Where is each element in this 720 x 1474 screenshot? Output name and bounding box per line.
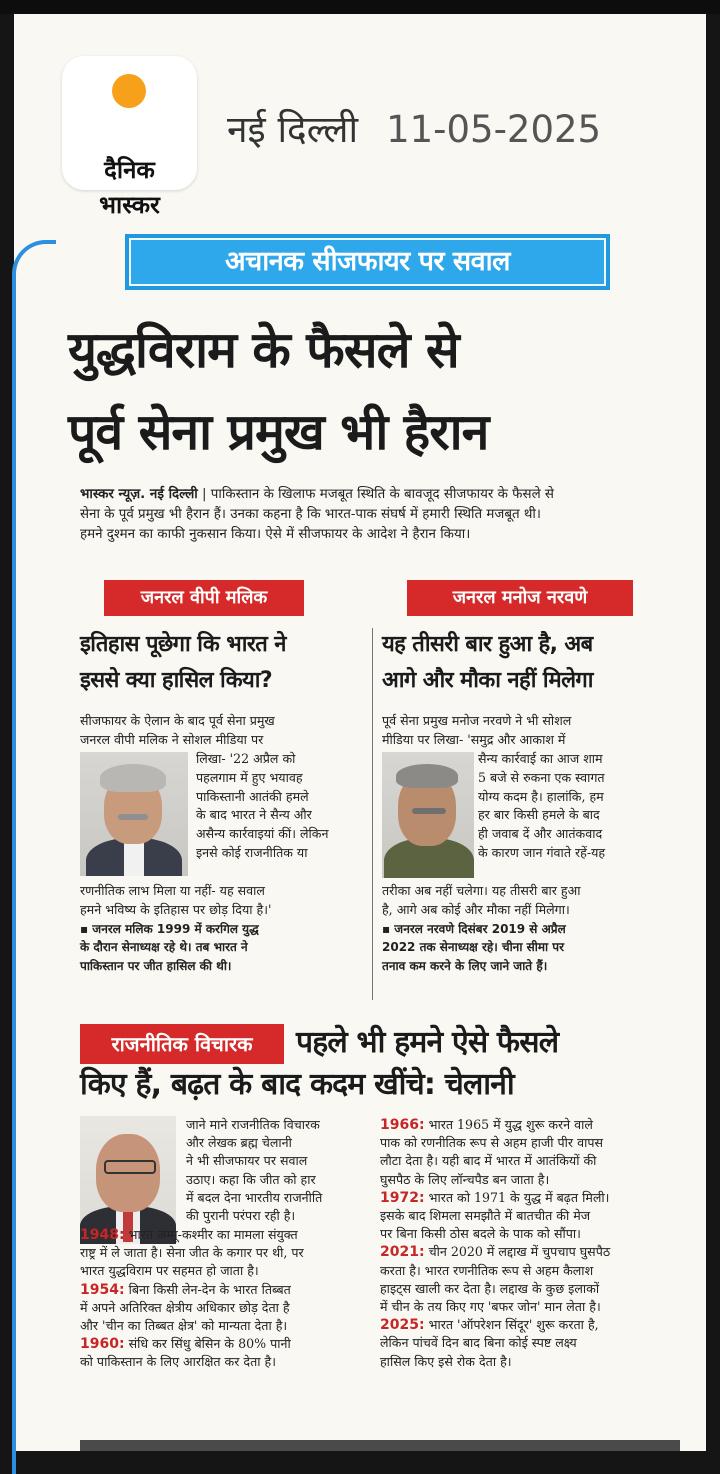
body-line: मीडिया पर लिखा- 'समुद्र और आकाश में	[382, 731, 566, 747]
timeline-year: 1972:	[380, 1189, 425, 1206]
vp-malik-photo	[80, 752, 188, 876]
timeline-entry-1948	[80, 1226, 376, 1281]
timeline-line: लौटा देता है। यही बाद में भारत में आतंकियों की	[380, 1153, 597, 1169]
body-line: 5 बजे से रुकना एक स्वागत	[478, 769, 605, 785]
timeline-left	[80, 1226, 376, 1372]
timeline-line: राष्ट्र में ले जाता है। सेना जीत के कगार पर थी, पर	[80, 1245, 304, 1261]
body-line: इनसे कोई राजनीतिक या	[196, 844, 308, 860]
body-line: पाकिस्तान पर जीत हासिल की थी।	[80, 959, 232, 974]
left-column-intro	[80, 712, 370, 750]
timeline-year: 2025:	[380, 1317, 425, 1334]
body-line: योग्य कदम है। हालांकि, हम	[478, 788, 604, 804]
body-line: ही जवाब दें और आतंकवाद	[478, 826, 603, 842]
timeline-year: 1948:	[80, 1227, 125, 1243]
timeline-line: पाक को रणनीतिक रूप से अहम हाजी पीर वापस	[380, 1135, 604, 1151]
body-line: के बाद भारत ने सैन्य और	[196, 807, 312, 823]
left-column-bottom-text	[80, 882, 370, 976]
timeline-text: भारत जम्मू-कश्मीर का मामला संयुक्त	[128, 1227, 298, 1242]
brahma-chellaney-photo	[80, 1116, 176, 1244]
timeline-text: भारत 'ऑपरेशन सिंदूर' शुरू करता है,	[428, 1317, 599, 1333]
newspaper-logo	[62, 56, 197, 219]
section2-side-text	[186, 1116, 372, 1225]
timeline-line	[380, 1116, 680, 1134]
timeline-line: पर बिना किसी ठोस बदले के पाक को सौंपा।	[380, 1226, 581, 1242]
headline-line-2: पूर्व सेना प्रमुख भी हैरान	[68, 403, 489, 461]
dateline	[227, 102, 601, 153]
column-divider	[372, 628, 373, 1000]
left-column-subhead-2: इससे क्या हासिल किया?	[80, 668, 273, 693]
headline-line-1: युद्धविराम के फैसले से	[68, 321, 459, 379]
right-column-side-text	[478, 750, 678, 863]
right-column-intro	[382, 712, 680, 750]
timeline-line	[80, 1226, 376, 1244]
body-line: पहलगाम में हुए भयावह	[196, 769, 303, 785]
intro-line: सेना के पूर्व प्रमुख भी हैरान हैं। उनका कहना है कि भारत-पाक संघर्ष में हमारी स्थिति मजबूत थी।	[80, 507, 541, 522]
timeline-line: में चीन के तय किए गए 'बफर जोन' मान लेता है।	[380, 1299, 601, 1315]
timeline-line: करता है। भारत रणनीतिक रूप से अहम कैलाश	[380, 1262, 594, 1278]
timeline-text: चीन 2020 में लद्दाख में चुपचाप घुसपैठ	[428, 1244, 611, 1260]
timeline-entry-2025	[380, 1316, 680, 1371]
body-line: और लेखक ब्रह्म चेलानी	[186, 1135, 292, 1151]
body-line: जाने माने राजनीतिक विचारक	[186, 1117, 320, 1132]
timeline-right	[380, 1116, 680, 1371]
body-line: ने भी सीजफायर पर सवाल	[186, 1153, 308, 1169]
timeline-line: हासिल किए इसे रोक देता है।	[380, 1353, 512, 1369]
body-line: 2022 तक सेनाध्यक्ष रहे। चीना सीमा पर	[382, 940, 565, 955]
body-line: की पुरानी परंपरा रही है।	[186, 1208, 296, 1224]
timeline-year: 2021:	[380, 1244, 425, 1261]
right-column-subhead-1: यह तीसरी बार हुआ है, अब	[382, 632, 593, 657]
left-column-subhead-1: इतिहास पूछेगा कि भारत ने	[80, 632, 286, 657]
timeline-line: भारत युद्धविराम पर सहमत हो जाता है।	[80, 1263, 259, 1279]
body-line: असैन्य कार्रवाइयां कीं। लेकिन	[196, 826, 329, 842]
intro-line: हमने दुश्मन का काफी नुकसान किया। ऐसे में सीजफायर के आदेश ने हैरान किया।	[80, 527, 471, 542]
body-line: के कारण जान गंवाते रहें-यह	[478, 844, 606, 860]
timeline-text: भारत 1965 में युद्ध शुरू करने वाले	[428, 1117, 593, 1132]
body-line: हमने भविष्य के इतिहास पर छोड़ दिया है।'	[80, 901, 272, 917]
timeline-line: में अपने अतिरिक्त क्षेत्रीय अधिकार छोड़ देता है	[80, 1299, 290, 1315]
timeline-line	[380, 1189, 680, 1207]
timeline-line: को पाकिस्तान के लिए आरक्षित कर देता है।	[80, 1354, 276, 1370]
timeline-line	[80, 1335, 376, 1353]
right-column-bottom-text	[382, 882, 680, 976]
timeline-entry-1960	[80, 1335, 376, 1371]
left-column-side-text	[196, 750, 368, 863]
body-line: पूर्व सेना प्रमुख मनोज नरवणे ने भी सोशल	[382, 713, 572, 728]
section2-label: राजनीतिक विचारक	[80, 1024, 284, 1064]
logo-line-1: दैनिक	[104, 156, 155, 184]
timeline-year: 1960:	[80, 1336, 125, 1353]
body-line: लिखा- '22 अप्रैल को	[196, 751, 296, 766]
timeline-line: हाइट्स खाली कर देता है। लद्दाख के कुछ इलाकों	[380, 1280, 600, 1296]
body-line: में बदल देना भारतीय राजनीति	[186, 1189, 323, 1205]
left-column-label: जनरल वीपी मलिक	[104, 580, 304, 616]
page-edge-accent	[12, 240, 56, 1474]
timeline-line: इसके बाद शिमला समझौते में बातचीत की मेज	[380, 1208, 591, 1224]
body-line: उठाए। कहा कि जीत को हार	[186, 1171, 316, 1187]
timeline-line	[80, 1281, 376, 1299]
timeline-line	[380, 1243, 680, 1261]
body-line: जनरल वीपी मलिक ने सोशल मीडिया पर	[80, 731, 264, 747]
timeline-text: बिना किसी लेन-देन के भारत तिब्बत	[128, 1281, 291, 1297]
section2-headline-2: किए हैं, बढ़त के बाद कदम खींचे: चेलानी	[80, 1067, 514, 1102]
body-line: पाकिस्तानी आतंकी हमले	[196, 788, 309, 804]
timeline-text: संधि कर सिंधु बेसिन के 80% पानी	[128, 1336, 291, 1352]
timeline-entry-1954	[80, 1281, 376, 1336]
timeline-year: 1966:	[380, 1117, 425, 1133]
timeline-line	[380, 1316, 680, 1334]
kicker-text: अचानक सीजफायर पर सवाल	[129, 238, 606, 286]
screen-top-bar	[0, 0, 720, 14]
body-line: सैन्य कार्रवाई का आज शाम	[478, 751, 603, 766]
timeline-entry-1966	[380, 1116, 680, 1189]
kicker-banner	[125, 234, 610, 290]
timeline-line: घुसपैठ के लिए लॉन्चपैड बन जाता है।	[380, 1171, 550, 1187]
dateline-date: 11-05-2025	[386, 108, 602, 151]
intro-line-text: पाकिस्तान के खिलाफ मजबूत स्थिति के बावजूद सीजफायर के फैसले से	[210, 487, 554, 502]
body-line: है, आगे अब कोई और मौका नहीं मिलेगा।	[382, 901, 570, 917]
intro-source: भास्कर न्यूज़. नई दिल्ली	[80, 487, 198, 502]
body-line: ▪ जनरल नरवणे दिसंबर 2019 से अप्रैल	[382, 921, 566, 936]
logo-line-2: भास्कर	[99, 191, 160, 219]
dateline-city: नई दिल्ली	[227, 108, 359, 151]
body-line: ▪ जनरल मलिक 1999 में करगिल युद्ध	[80, 921, 259, 936]
timeline-entry-1972	[380, 1189, 680, 1244]
section2-headline-1: पहले भी हमने ऐसे फैसले	[296, 1025, 559, 1060]
right-column-subhead-2: आगे और मौका नहीं मिलेगा	[382, 668, 593, 693]
sun-icon	[112, 74, 146, 108]
timeline-text: भारत को 1971 के युद्ध में बढ़त मिली।	[428, 1189, 610, 1205]
next-article-edge	[80, 1440, 680, 1451]
timeline-line: और 'चीन का तिब्बत क्षेत्र' को मान्यता देता है।	[80, 1318, 288, 1334]
body-line: रणनीतिक लाभ मिला या नहीं- यह सवाल	[80, 883, 265, 898]
timeline-year: 1954:	[80, 1281, 125, 1298]
body-line: तनाव कम करने के लिए जाने जाते हैं।	[382, 959, 548, 974]
body-line: के दौरान सेनाध्यक्ष रहे थे। तब भारत ने	[80, 940, 248, 955]
manoj-naravane-photo	[382, 752, 474, 878]
right-column-label: जनरल मनोज नरवणे	[407, 580, 633, 616]
body-line: हर बार किसी हमले के बाद	[478, 807, 600, 823]
timeline-line: लेकिन पांचवें दिन बाद बिना कोई स्पष्ट लक्ष्य	[380, 1335, 577, 1351]
body-line: सीजफायर के ऐलान के बाद पूर्व सेना प्रमुख	[80, 713, 275, 728]
timeline-entry-2021	[380, 1243, 680, 1316]
intro-paragraph	[80, 485, 680, 545]
intro-line: भास्कर न्यूज़. नई दिल्ली | पाकिस्तान के खिलाफ मजबूत स्थिति के बावजूद सीजफायर के फैसले से	[80, 487, 554, 502]
body-line: तरीका अब नहीं चलेगा। यह तीसरी बार हुआ	[382, 883, 581, 898]
